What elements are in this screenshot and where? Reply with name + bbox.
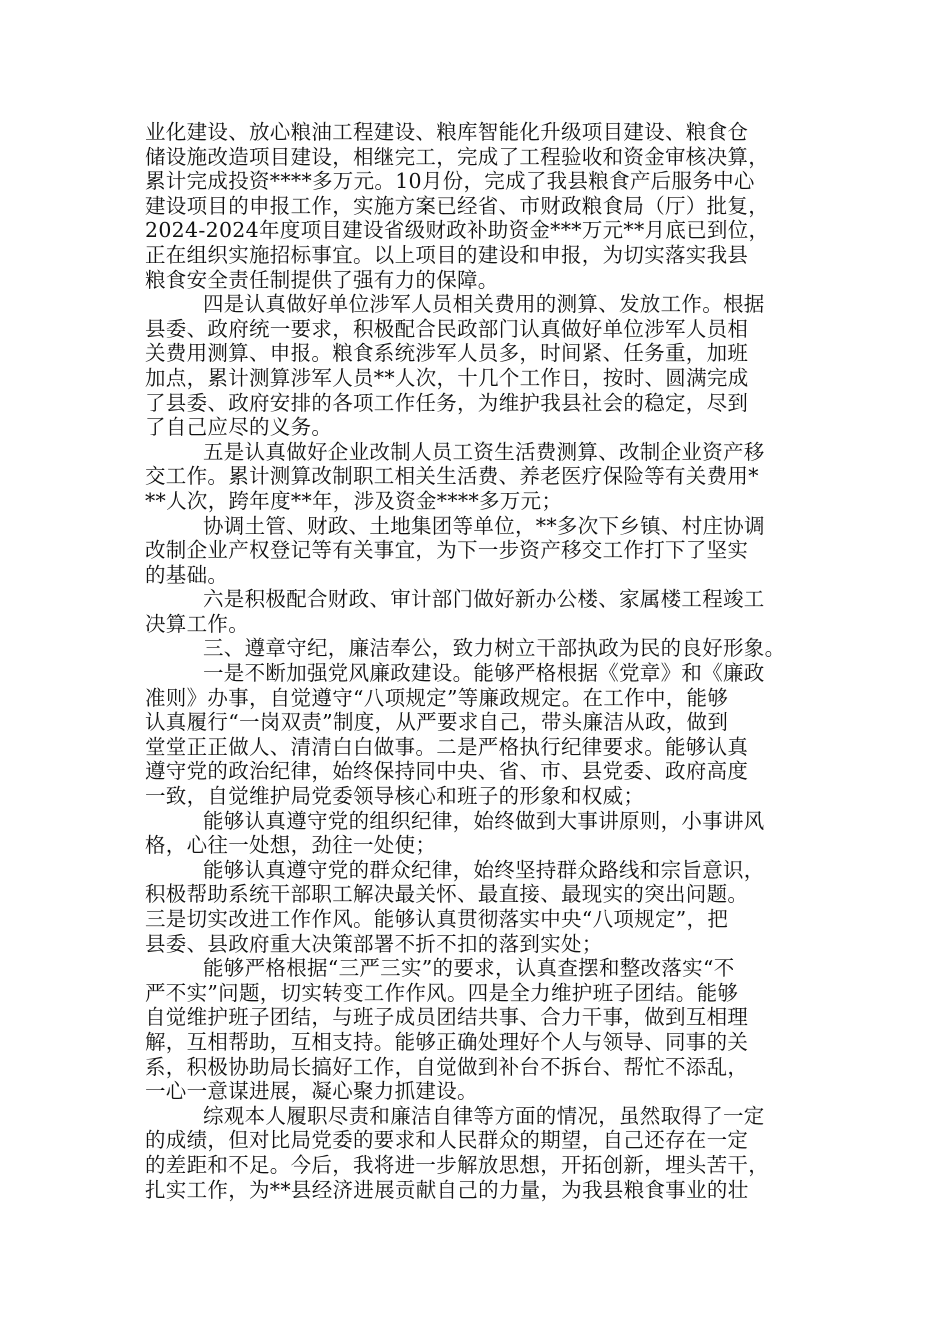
text-line: 2024-2024年度项目建设省级财政补助资金***万元**月底已到位， <box>145 218 770 243</box>
text-line: 加点，累计测算涉军人员**人次，十几个工作日，按时、圆满完成 <box>145 365 749 390</box>
text-line: 四是认真做好单位涉军人员相关费用的测算、发放工作。根据 <box>203 292 765 317</box>
text-line: 认真履行“一岗双责”制度，从严要求自己，带头廉洁从政，做到 <box>145 710 729 735</box>
text-line: 准则》办事，自觉遵守“八项规定”等廉政规定。在工作中，能够 <box>145 685 729 710</box>
text-line: 了自己应尽的义务。 <box>145 415 333 440</box>
document-body <box>145 120 810 1202</box>
text-line: 堂堂正正做人、清清白白做事。二是严格执行纪律要求。能够认真 <box>145 734 749 759</box>
text-line: 一是不断加强党风廉政建设。能够严格根据《党章》和《廉政 <box>203 661 765 686</box>
text-line: 三、遵章守纪，廉洁奉公，致力树立干部执政为民的良好形象。 <box>203 636 786 661</box>
text-line: 了县委、政府安排的各项工作任务，为维护我县社会的稳定，尽到 <box>145 390 749 415</box>
text-line: 综观本人履职尽责和廉洁自律等方面的情况，虽然取得了一定 <box>203 1103 765 1128</box>
text-line: 能够严格根据“三严三实”的要求，认真查摆和整改落实“不 <box>203 956 735 981</box>
text-line: 自觉维护班子团结，与班子成员团结共事、合力干事，做到互相理 <box>145 1005 749 1030</box>
text-line: 解，互相帮助，互相支持。能够正确处理好个人与领导、同事的关 <box>145 1029 749 1054</box>
text-line: 的基础。 <box>145 562 229 587</box>
text-line: 正在组织实施招标事宜。以上项目的建设和申报，为切实落实我县 <box>145 242 749 267</box>
text-line: 县委、县政府重大决策部署不折不扣的落到实处； <box>145 931 603 956</box>
text-line: 三是切实改进工作作风。能够认真贯彻落实中央“八项规定”，把 <box>145 907 729 931</box>
text-line: 一心一意谋进展，凝心聚力抓建设。 <box>145 1079 478 1104</box>
text-line: 协调土管、财政、土地集团等单位，**多次下乡镇、村庄协调 <box>203 513 765 538</box>
text-line: 改制企业产权登记等有关事宜，为下一步资产移交工作打下了坚实 <box>145 538 749 563</box>
text-line: 积极帮助系统干部职工解决最关怀、最直接、最现实的突出问题。 <box>145 882 749 907</box>
text-line: 能够认真遵守党的组织纪律，始终做到大事讲原则，小事讲风 <box>203 808 765 833</box>
text-line: 累计完成投资****多万元。10月份，完成了我县粮食产后服务中心 <box>145 169 755 194</box>
text-line: 交工作。累计测算改制职工相关生活费、养老医疗保险等有关费用* <box>145 464 759 489</box>
text-line: 县委、政府统一要求，积极配合民政部门认真做好单位涉军人员相 <box>145 316 749 341</box>
text-line: 一致，自觉维护局党委领导核心和班子的形象和权威； <box>145 784 645 809</box>
text-line: 六是积极配合财政、审计部门做好新办公楼、家属楼工程竣工 <box>203 587 765 612</box>
text-line: 能够认真遵守党的群众纪律，始终坚持群众路线和宗旨意识， <box>203 857 765 882</box>
text-line: 扎实工作，为**县经济进展贡献自己的力量，为我县粮食事业的壮 <box>145 1177 749 1202</box>
text-line: 决算工作。 <box>145 611 249 636</box>
text-line: 遵守党的政治纪律，始终保持同中央、省、市、县党委、政府高度 <box>145 759 749 784</box>
text-line: 格，心往一处想，劲往一处使； <box>145 833 437 858</box>
text-line: **人次，跨年度**年，涉及资金****多万元； <box>145 488 563 513</box>
text-line: 的差距和不足。今后，我将进一步解放思想，开拓创新，埋头苦干， <box>145 1152 769 1177</box>
text-line: 五是认真做好企业改制人员工资生活费测算、改制企业资产移 <box>203 439 765 464</box>
text-line: 业化建设、放心粮油工程建设、粮库智能化升级项目建设、粮食仓 <box>145 120 749 144</box>
text-line: 的成绩，但对比局党委的要求和人民群众的期望，自己还存在一定 <box>145 1128 749 1153</box>
text-line: 粮食安全责任制提供了强有力的保障。 <box>145 267 499 292</box>
text-line: 建设项目的申报工作，实施方案已经省、市财政粮食局（厅）批复， <box>145 193 769 218</box>
text-line: 系，积极协助局长搞好工作，自觉做到补台不拆台、帮忙不添乱， <box>145 1054 749 1079</box>
text-line: 储设施改造项目建设，相继完工，完成了工程验收和资金审核决算， <box>145 144 769 169</box>
text-line: 关费用测算、申报。粮食系统涉军人员多，时间紧、任务重，加班 <box>145 341 749 366</box>
text-line: 严不实”问题，切实转变工作作风。四是全力维护班子团结。能够 <box>145 980 739 1005</box>
